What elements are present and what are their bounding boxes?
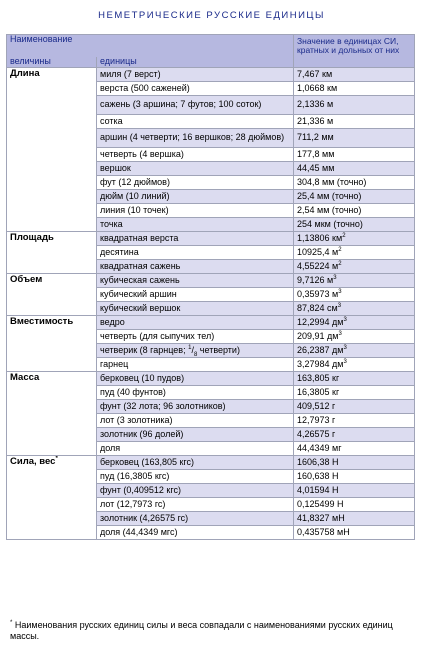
unit-cell — [97, 218, 294, 232]
value-cell — [294, 526, 415, 540]
value-cell — [294, 358, 415, 372]
category-label: Длина — [10, 68, 40, 79]
value-label: 4,55224 м — [297, 260, 339, 271]
unit-label: фунт (32 лота; 96 золотников) — [100, 400, 226, 411]
unit-label: четверть (4 вершка) — [100, 148, 184, 159]
value-exponent: 3 — [338, 330, 342, 337]
value-cell — [294, 344, 415, 358]
value-label: 1,0668 км — [297, 82, 338, 93]
unit-cell — [97, 274, 294, 288]
unit-cell — [97, 414, 294, 428]
unit-cell — [97, 344, 294, 358]
value-cell — [294, 115, 415, 129]
unit-cell — [97, 148, 294, 162]
unit-label: лот (12,7973 гс) — [100, 498, 166, 509]
value-cell — [294, 176, 415, 190]
value-label: 160,638 Н — [297, 470, 339, 481]
footnote-mark: * — [10, 620, 13, 626]
value-cell — [294, 512, 415, 526]
value-label: 10925,4 м — [297, 246, 339, 257]
category-label: Масса — [10, 372, 40, 383]
unit-label-tail: четверти) — [197, 344, 240, 355]
category-label: Объем — [10, 274, 43, 285]
unit-cell — [97, 115, 294, 129]
value-cell — [294, 246, 415, 260]
value-cell — [294, 288, 415, 302]
unit-cell — [97, 316, 294, 330]
unit-label: линия (10 точек) — [100, 204, 169, 215]
value-cell — [294, 386, 415, 400]
unit-cell — [97, 498, 294, 512]
value-label: 44,45 мм — [297, 162, 335, 173]
page-title: НЕМЕТРИЧЕСКИЕ РУССКИЕ ЕДИНИЦЫ — [98, 10, 325, 21]
unit-cell — [97, 246, 294, 260]
value-label: 409,512 г — [297, 400, 336, 411]
unit-cell — [97, 428, 294, 442]
category-cell — [7, 274, 97, 316]
unit-cell — [97, 176, 294, 190]
unit-cell — [97, 512, 294, 526]
value-cell — [294, 302, 415, 316]
value-label: 3,27984 дм — [297, 358, 344, 369]
value-cell — [294, 442, 415, 456]
value-label: 2,54 мм (точно) — [297, 204, 362, 215]
table-row — [7, 372, 415, 386]
category-cell — [7, 232, 97, 274]
value-cell — [294, 68, 415, 82]
unit-label: гарнец — [100, 358, 129, 369]
unit-label: фунт (0,409512 кгс) — [100, 484, 181, 495]
header-quantity: величины — [7, 57, 97, 68]
table-row — [7, 456, 415, 470]
value-label: 9,7126 м — [297, 274, 334, 285]
fraction-slash: / — [191, 344, 194, 355]
fraction-denominator: 8 — [193, 351, 198, 358]
value-cell — [294, 330, 415, 344]
header-unit: единицы — [97, 57, 294, 68]
value-cell — [294, 400, 415, 414]
unit-label: фут (12 дюймов) — [100, 176, 170, 187]
unit-label: пуд (40 фунтов) — [100, 386, 166, 397]
value-label: 87,824 см — [297, 302, 338, 313]
value-label: 4,26575 г — [297, 428, 336, 439]
unit-label: четверть (для сыпучих тел) — [100, 330, 215, 341]
unit-cell — [97, 260, 294, 274]
table-row — [7, 68, 415, 82]
unit-cell — [97, 442, 294, 456]
value-label: 163,805 кг — [297, 372, 340, 383]
unit-label: четверик (8 гарнцев; — [100, 344, 189, 355]
value-cell — [294, 274, 415, 288]
value-label: 1606,38 Н — [297, 456, 339, 467]
value-label: 0,35973 м — [297, 288, 339, 299]
value-exponent: 3 — [343, 316, 347, 323]
value-label: 7,467 км — [297, 68, 333, 79]
value-label: 4,01594 Н — [297, 484, 339, 495]
value-cell — [294, 96, 415, 115]
unit-cell — [97, 302, 294, 316]
unit-cell — [97, 288, 294, 302]
header-name: Наименование — [7, 35, 294, 57]
value-cell — [294, 82, 415, 96]
value-cell — [294, 190, 415, 204]
value-cell — [294, 372, 415, 386]
table-row — [7, 232, 415, 246]
value-label: 21,336 м — [297, 115, 334, 126]
category-cell — [7, 456, 97, 540]
footnote-text: Наименования русских единиц силы и веса совпадали с наименованиями русских единиц массы. — [10, 620, 393, 641]
unit-label: аршин (4 четверти; 16 вершков; 28 дюймов) — [100, 132, 285, 143]
unit-label: сажень (3 аршина; 7 футов; 100 соток) — [100, 99, 262, 110]
unit-cell — [97, 400, 294, 414]
unit-label: лот (3 золотника) — [100, 414, 173, 425]
unit-label: золотник (4,26575 гс) — [100, 512, 189, 523]
value-cell — [294, 218, 415, 232]
unit-label: верста (500 саженей) — [100, 82, 190, 93]
unit-label: квадратная верста — [100, 232, 179, 243]
table-header — [7, 35, 415, 68]
value-label: 25,4 мм (точно) — [297, 190, 362, 201]
unit-label: квадратная сажень — [100, 260, 181, 271]
unit-cell — [97, 372, 294, 386]
category-label: Сила, вес — [10, 456, 56, 467]
value-cell — [294, 456, 415, 470]
value-exponent: 2 — [338, 260, 342, 267]
header-value: Значение в единицах СИ, кратных и дольных от них — [294, 35, 415, 68]
unit-label: золотник (96 долей) — [100, 428, 184, 439]
unit-label: доля — [100, 442, 121, 453]
unit-label: кубический вершок — [100, 302, 181, 313]
value-label: 254 мкм (точно) — [297, 218, 363, 229]
unit-label: доля (44,4349 мгс) — [100, 526, 178, 537]
value-label: 16,3805 кг — [297, 386, 340, 397]
fraction-numerator: 1 — [188, 344, 192, 351]
category-label: Площадь — [10, 232, 54, 243]
value-cell — [294, 428, 415, 442]
value-cell — [294, 498, 415, 512]
value-label: 0,125499 Н — [297, 498, 344, 509]
table-row — [7, 316, 415, 330]
unit-cell — [97, 470, 294, 484]
units-table — [6, 34, 415, 540]
value-label: 1,13806 км — [297, 232, 343, 243]
value-exponent: 3 — [337, 302, 342, 309]
value-label: 304,8 мм (точно) — [297, 176, 367, 187]
unit-cell — [97, 129, 294, 148]
value-label: 41,8327 мН — [297, 512, 345, 523]
value-cell — [294, 162, 415, 176]
value-exponent: 3 — [343, 358, 347, 365]
unit-cell — [97, 204, 294, 218]
value-cell — [294, 260, 415, 274]
category-cell — [7, 372, 97, 456]
value-cell — [294, 129, 415, 148]
unit-cell — [97, 68, 294, 82]
unit-label: берковец (10 пудов) — [100, 372, 185, 383]
category-cell — [7, 68, 97, 232]
unit-cell — [97, 358, 294, 372]
value-cell — [294, 414, 415, 428]
footnote — [10, 620, 410, 642]
value-label: 177,8 мм — [297, 148, 335, 159]
unit-label: дюйм (10 линий) — [100, 190, 170, 201]
unit-cell — [97, 484, 294, 498]
unit-cell — [97, 162, 294, 176]
value-cell — [294, 316, 415, 330]
value-label: 44,4349 мг — [297, 442, 342, 453]
unit-cell — [97, 456, 294, 470]
value-cell — [294, 204, 415, 218]
value-label: 2,1336 м — [297, 99, 334, 110]
table-row — [7, 274, 415, 288]
unit-label: точка — [100, 218, 123, 229]
unit-label: десятина — [100, 246, 139, 257]
unit-cell — [97, 386, 294, 400]
unit-label: кубический аршин — [100, 288, 177, 299]
unit-cell — [97, 330, 294, 344]
value-label: 26,2387 дм — [297, 344, 344, 355]
value-exponent: 3 — [338, 288, 342, 295]
value-label: 12,2994 дм — [297, 316, 344, 327]
value-cell — [294, 484, 415, 498]
value-exponent: 2 — [338, 246, 342, 253]
unit-cell — [97, 96, 294, 115]
category-cell — [7, 316, 97, 372]
value-exponent: 3 — [343, 344, 347, 351]
value-label: 711,2 мм — [297, 132, 334, 143]
table-body — [7, 68, 415, 540]
unit-cell — [97, 232, 294, 246]
unit-cell — [97, 82, 294, 96]
unit-cell — [97, 526, 294, 540]
unit-label: вершок — [100, 162, 131, 173]
value-exponent: 2 — [342, 232, 346, 239]
unit-label: ведро — [100, 316, 125, 327]
value-cell — [294, 148, 415, 162]
category-label: Вместимость — [10, 316, 74, 327]
unit-label: пуд (16,3805 кгс) — [100, 470, 170, 481]
value-label: 0,435758 мН — [297, 526, 350, 537]
category-footnote-mark: * — [55, 455, 58, 462]
unit-label: кубическая сажень — [100, 274, 180, 285]
unit-label: берковец (163,805 кгс) — [100, 456, 194, 467]
value-label: 12,7973 г — [297, 414, 336, 425]
unit-label: миля (7 верст) — [100, 68, 161, 79]
unit-label: сотка — [100, 115, 123, 126]
value-cell — [294, 470, 415, 484]
value-exponent: 3 — [333, 274, 337, 281]
unit-cell — [97, 190, 294, 204]
value-label: 209,91 дм — [297, 330, 339, 341]
value-cell — [294, 232, 415, 246]
